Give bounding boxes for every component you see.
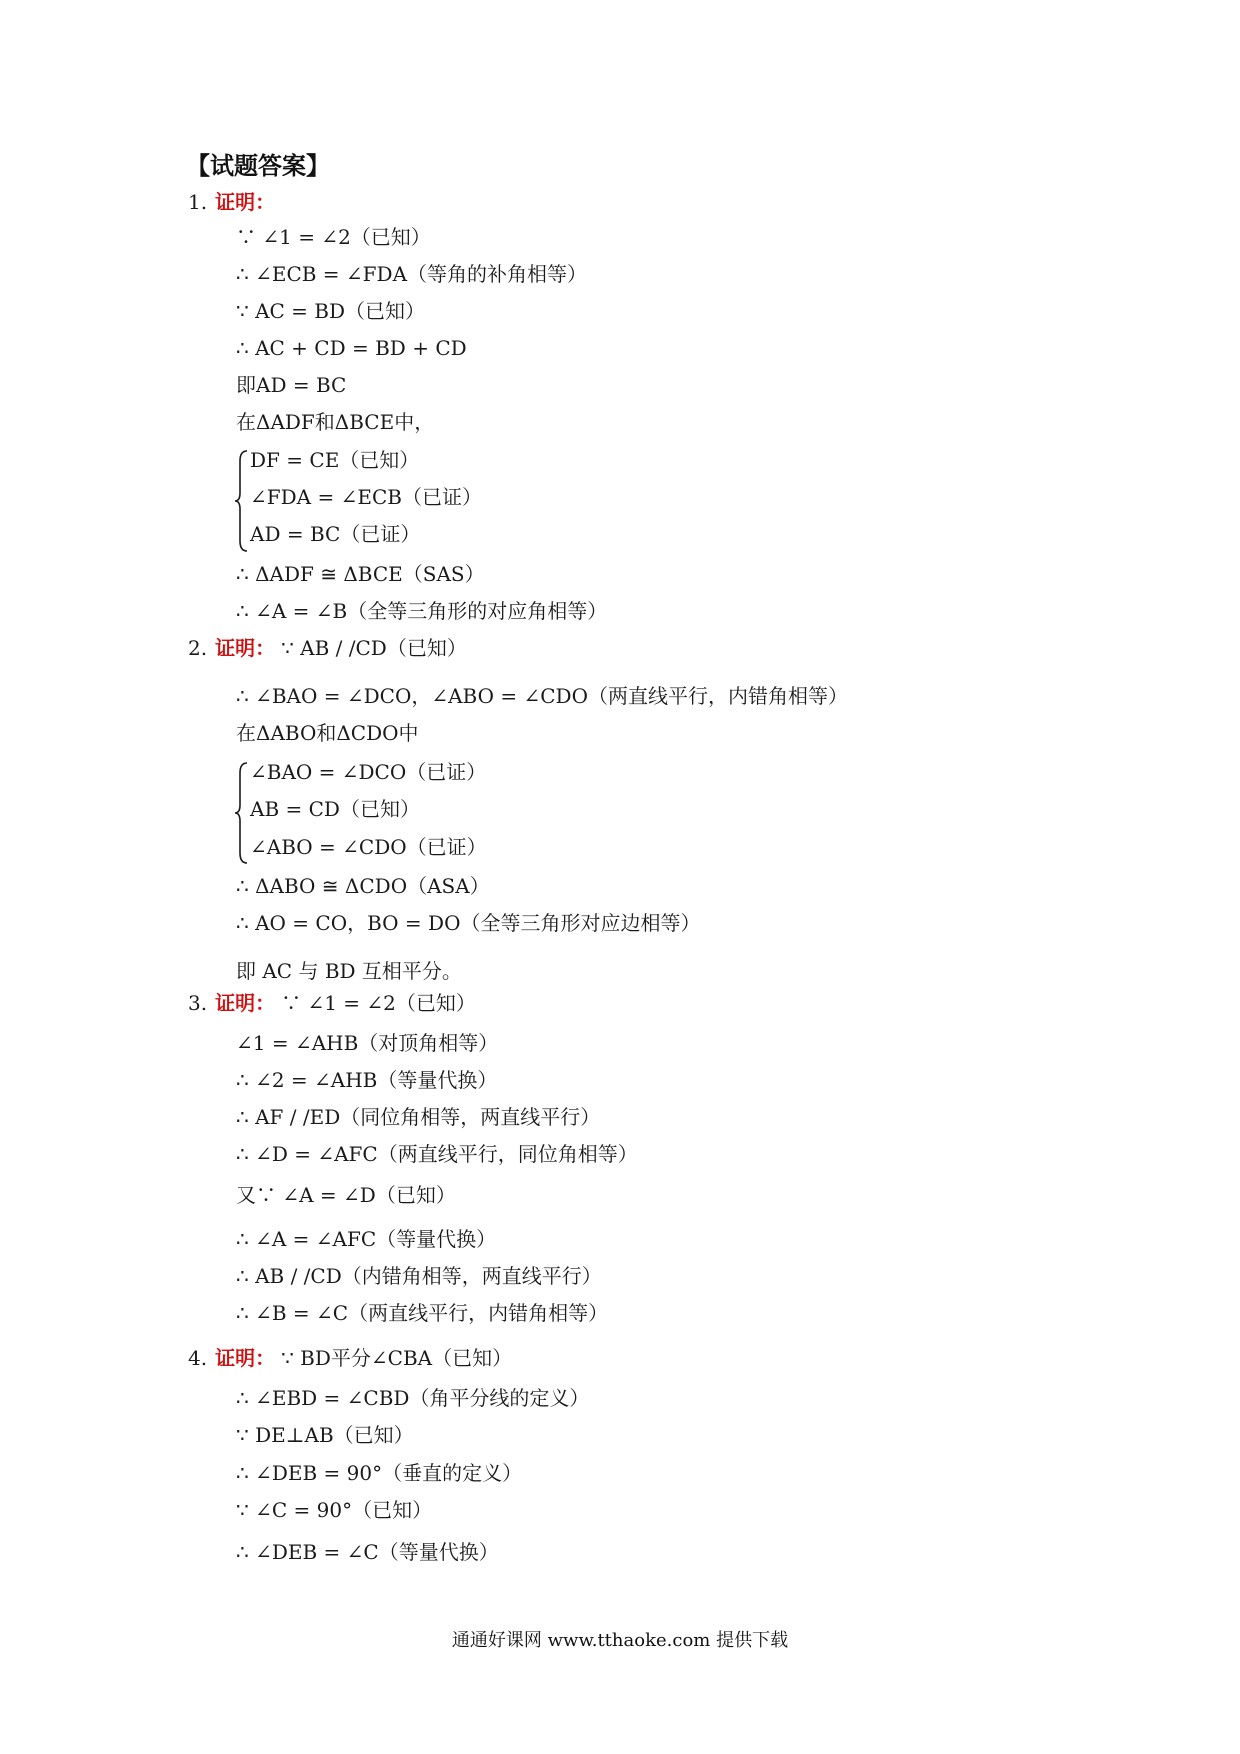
question-1-header <box>188 189 275 215</box>
question-number: 1. <box>188 190 208 214</box>
question-3-header <box>188 990 476 1016</box>
section-heading: 【试题答案】 <box>186 152 330 180</box>
proof-line: ∴ ∠ECB = ∠FDA（等角的补角相等） <box>236 262 588 286</box>
question-number: 2. <box>188 636 208 660</box>
left-brace <box>234 449 248 553</box>
proof-line: AB = CD（已知） <box>250 797 420 821</box>
question-number: 3. <box>188 991 208 1015</box>
proof-line: ∠ABO = ∠CDO（已证） <box>250 835 487 859</box>
proof-line: ∴ AF / /ED（同位角相等，两直线平行） <box>236 1105 601 1129</box>
proof-line: ∴ ∠A = ∠AFC（等量代换） <box>236 1227 497 1251</box>
proof-line: ∴ ∠2 = ∠AHB（等量代换） <box>236 1068 498 1092</box>
proof-line: ∴ ∠DEB = 90°（垂直的定义） <box>236 1461 523 1485</box>
proof-line: ∴ AB / /CD（内错角相等，两直线平行） <box>236 1264 602 1288</box>
proof-line: ∵ ∠C = 90°（已知） <box>236 1498 433 1522</box>
proof-line: ∵ AC = BD（已知） <box>236 299 426 323</box>
proof-line: ∴ ∠EBD = ∠CBD（角平分线的定义） <box>236 1386 590 1410</box>
proof-line: ∵ BD平分∠CBA（已知） <box>281 1346 513 1370</box>
proof-line: DF = CE（已知） <box>250 448 420 472</box>
proof-line: ∴ ∠A = ∠B（全等三角形的对应角相等） <box>236 599 608 623</box>
proof-line: AD = BC（已证） <box>250 522 421 546</box>
proof-line: ∵ DE⊥AB（已知） <box>236 1423 414 1447</box>
proof-line: 又∵ ∠A = ∠D（已知） <box>236 1183 456 1207</box>
left-brace <box>234 761 248 865</box>
proof-line: ∴ AC + CD = BD + CD <box>236 336 467 360</box>
proof-line: ∴ ΔABO ≅ ΔCDO（ASA） <box>236 874 490 898</box>
proof-line: ∠BAO = ∠DCO（已证） <box>250 760 487 784</box>
proof-line: 即AD = BC <box>236 373 347 397</box>
proof-line: ∴ ∠BAO = ∠DCO，∠ABO = ∠CDO（两直线平行，内错角相等） <box>236 684 848 708</box>
proof-line: ∵ ∠1 = ∠2（已知） <box>236 225 431 249</box>
proof-line: 在ΔADF和ΔBCE中， <box>236 410 435 434</box>
question-2-header <box>188 635 467 661</box>
proof-label: 证明： <box>215 190 276 214</box>
proof-label: 证明： <box>215 636 276 660</box>
proof-line: ∵ ∠1 = ∠2（已知） <box>281 991 476 1015</box>
proof-label: 证明： <box>215 1346 276 1370</box>
question-number: 4. <box>188 1346 208 1370</box>
proof-line: 即 AC 与 BD 互相平分。 <box>236 959 462 983</box>
proof-line: ∵ AB / /CD（已知） <box>281 636 467 660</box>
proof-line: ∴ ∠DEB = ∠C（等量代换） <box>236 1540 499 1564</box>
question-4-header <box>188 1345 512 1371</box>
proof-line: ∴ ∠D = ∠AFC（两直线平行，同位角相等） <box>236 1142 638 1166</box>
proof-line: 在ΔABO和ΔCDO中 <box>236 721 419 745</box>
proof-line: ∴ AO = CO，BO = DO（全等三角形对应边相等） <box>236 911 701 935</box>
proof-line: ∴ ∠B = ∠C（两直线平行，内错角相等） <box>236 1301 609 1325</box>
proof-line: ∠1 = ∠AHB（对顶角相等） <box>236 1031 499 1055</box>
proof-line: ∠FDA = ∠ECB（已证） <box>250 485 482 509</box>
proof-line: ∴ ΔADF ≅ ΔBCE（SAS） <box>236 562 485 586</box>
footer-watermark: 通通好课网 www.tthaoke.com 提供下载 <box>451 1630 789 1651</box>
proof-label: 证明： <box>215 991 276 1015</box>
